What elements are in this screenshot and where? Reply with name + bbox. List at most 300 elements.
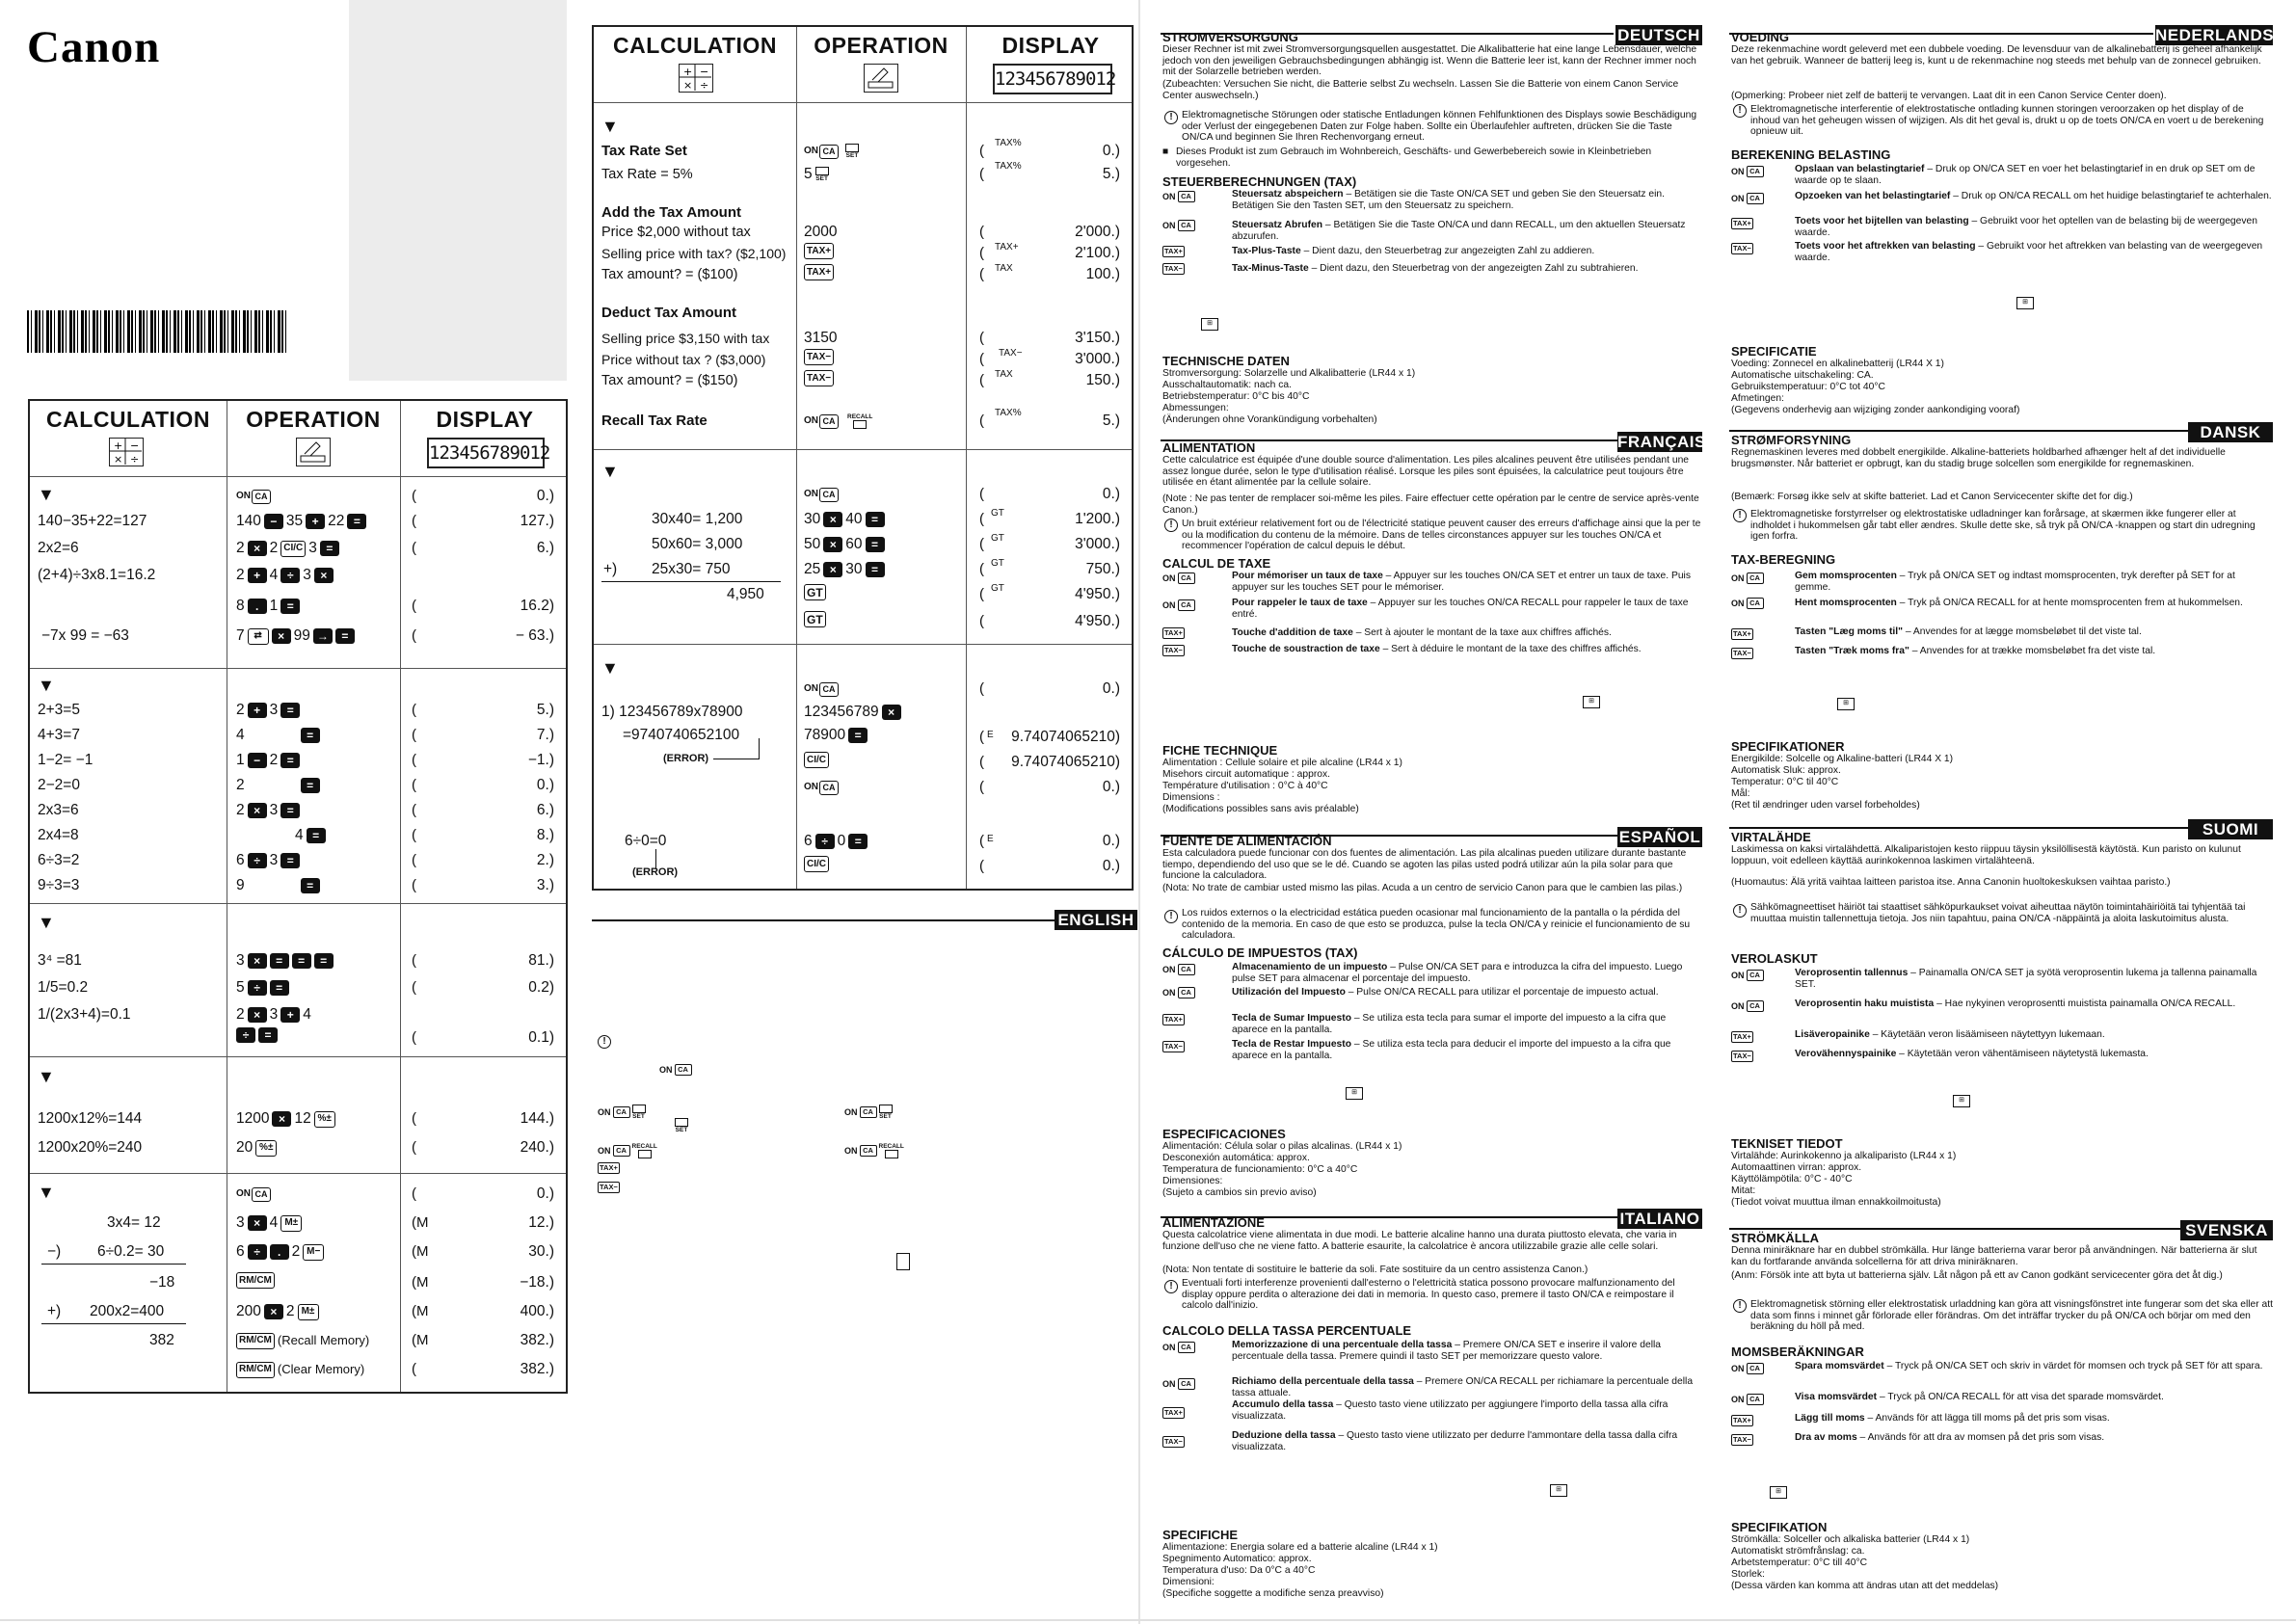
divider <box>30 903 566 904</box>
key-symbol: TAX− <box>1733 244 1751 253</box>
calc-row: Tax amount? = ($100) <box>601 267 738 282</box>
text: ON <box>1162 988 1176 998</box>
display-value: 9.74074065210) <box>1011 729 1120 745</box>
text: 50 <box>804 536 821 552</box>
text: ON <box>844 1107 858 1117</box>
text: – Appuyer sur les touches ON/CA RECALL pour rappeler le taux de taxe entré. <box>1232 598 1689 620</box>
operation-row <box>236 1301 319 1322</box>
text: ON <box>1162 1379 1176 1389</box>
text: 2 <box>285 1303 295 1319</box>
display-indicator: GT <box>991 533 1004 544</box>
text: −) <box>47 1243 62 1260</box>
section-marker: ▼ <box>38 1067 55 1086</box>
key-symbol: = <box>848 834 868 849</box>
nl-heading-power: VOEDING <box>1731 30 1789 44</box>
text: ON <box>598 1107 611 1117</box>
key-symbol: M− <box>303 1244 324 1261</box>
key-label <box>1162 572 1195 584</box>
text <box>804 484 839 505</box>
text <box>236 1184 271 1205</box>
text <box>845 144 859 159</box>
warning-icon: ! <box>1164 519 1178 532</box>
text: – Tryck på ON/CA RECALL för att visa det sparade momsvärdet. <box>1877 1392 2164 1402</box>
body-text: (Anm: Försök inte att byta ut batterierna själv. Låt någon på ett av Canon godkänt servicecenter göra det åt dig.) <box>1731 1270 2223 1281</box>
key-symbol: = <box>280 853 300 868</box>
text: Spara momsvärdet <box>1795 1361 1884 1371</box>
divider <box>796 27 797 889</box>
display-value: 127.) <box>520 513 554 529</box>
operation-row <box>236 1027 278 1043</box>
text: – Tryck på ON/CA SET och skriv in värdet för momsen och tryck på SET för att spara. <box>1883 1361 2263 1371</box>
operation-row <box>236 1184 271 1205</box>
operation-hand-icon <box>296 438 331 466</box>
display-value: 2.) <box>536 852 554 868</box>
text <box>804 777 839 798</box>
body-text: Mål: <box>1731 788 1750 799</box>
text: 2 <box>236 777 245 793</box>
text: Toets voor het aftrekken van belasting <box>1795 241 1976 252</box>
text: 3 <box>269 852 279 868</box>
key-symbol: → <box>313 628 333 644</box>
key-symbol: = <box>280 599 300 614</box>
display-paren: ( <box>979 166 984 182</box>
body-text <box>1232 1340 1702 1362</box>
key-symbol: = <box>280 703 300 718</box>
display-indicator: GT <box>991 558 1004 569</box>
display-value: 0.) <box>1102 779 1120 795</box>
display-paren: ( <box>412 540 416 556</box>
text: 6 <box>236 1243 245 1260</box>
it-heading-tax: CALCOLO DELLA TASSA PERCENTUALE <box>1162 1323 1412 1338</box>
text: 4 <box>303 1006 311 1023</box>
body-text: (Huomautus: Älä yritä vaihtaa laitteen paristoa itse. Anna Canonin huoltokeskuksen vaihtaa paristo.) <box>1731 877 2171 888</box>
body-text: Automatisk Sluk: approx. <box>1731 765 1841 776</box>
text: Tecla de Sumar Impuesto <box>1232 1013 1351 1024</box>
text: 3 <box>308 540 317 556</box>
calc-row: (2+4)÷3x8.1=16.2 <box>38 567 156 583</box>
key-label <box>1162 627 1185 639</box>
text <box>638 1150 652 1158</box>
text: Tax-Plus-Taste <box>1232 246 1301 256</box>
body-text: Afmetingen: <box>1731 393 1784 404</box>
ci-symbol <box>896 1253 910 1270</box>
key-symbol: TAX+ <box>804 264 834 280</box>
text: – Premere ON/CA RECALL per richiamare la percentuale della tassa attuale. <box>1232 1376 1694 1398</box>
recall-memory-note: (Recall Memory) <box>277 1333 370 1347</box>
text: – Dient dazu, den Steuerbetrag von der angezeigten Zahl zu subtrahieren. <box>1308 263 1639 274</box>
body-text: Temperatura d'uso: Da 0°C a 40°C <box>1162 1565 1316 1576</box>
key-symbol: CA <box>1178 191 1195 202</box>
key-symbol: ÷ <box>280 568 300 583</box>
icon-graphic <box>865 65 896 91</box>
body-text <box>1232 1376 1702 1398</box>
key-symbol: CA <box>1178 987 1195 998</box>
display-paren: ( <box>979 245 984 261</box>
display-value: 12.) <box>528 1214 554 1231</box>
display-paren: ( <box>412 1139 416 1156</box>
key-symbol: TAX+ <box>804 243 834 259</box>
key-symbol: = <box>258 1027 278 1043</box>
display-value: 6.) <box>536 802 554 818</box>
body-text: Température d'utilisation : 0°C à 40°C <box>1162 781 1328 791</box>
key-label <box>1731 628 1753 640</box>
text: Utilización del Impuesto <box>1232 987 1346 998</box>
text: 30 <box>804 511 821 527</box>
body-text: (Dessa värden kan komma att ändras utan att det meddelas) <box>1731 1581 1999 1591</box>
display-value: −18.) <box>520 1274 554 1291</box>
display-paren: ( <box>979 536 984 552</box>
nl-heading-spec: SPECIFICATIE <box>1731 344 1817 359</box>
key-symbol: + <box>306 514 325 529</box>
operation-row <box>236 700 300 721</box>
display-value: 2'000.) <box>1075 224 1120 240</box>
display-paren: (M <box>412 1303 429 1319</box>
text: 200 <box>236 1303 261 1319</box>
text: – Premere ON/CA SET e inserire il valore della percentuale della tassa. Premere quindi il tasto SET per memorizzare questo valore. <box>1232 1340 1662 1362</box>
body-text <box>1232 1013 1702 1035</box>
key-label <box>1731 598 1764 609</box>
calc-row: 200x2=400 <box>90 1303 165 1319</box>
text <box>879 1105 893 1120</box>
text: Richiamo della percentuale della tassa <box>1232 1376 1414 1387</box>
body-text: Betriebstemperatur: 0°C bis 40°C <box>1162 391 1310 402</box>
text: 2 <box>236 702 245 718</box>
text: – Gebruikt voor het optellen van de belasting bij de weergegeven waarde. <box>1795 216 2257 238</box>
display-value: 750.) <box>1085 561 1120 577</box>
body-text: Sähkömagneettiset häiriöt tai staattiset sähköpurkaukset voivat aiheuttaa näytön toimintahäiriöitä tai tyhjentää tai muuttaa muistin tallennettuja tietoja. Jos niin tapahtuu, paina ON/CA -näppäintä ja aloita laskutoimitus alusta. <box>1750 902 2246 924</box>
key-symbol: × <box>264 1304 283 1319</box>
divider <box>1729 33 2153 35</box>
body-text <box>1232 263 1702 275</box>
fold-line <box>1138 0 1140 1624</box>
key-symbol: . <box>270 1244 289 1260</box>
error-label: (ERROR) <box>663 753 709 764</box>
fr-heading-spec: FICHE TECHNIQUE <box>1162 743 1278 758</box>
key-symbol: = <box>280 803 300 818</box>
key-symbol: ÷ <box>248 980 267 996</box>
text: – Druk op ON/CA RECALL om het huidige belastingtarief te achterhalen. <box>1950 191 2272 201</box>
display-value: 9.74074065210) <box>1011 754 1120 770</box>
text: 30 <box>845 561 863 577</box>
text: – Se utiliza esta tecla para deducir el importe del impuesto a la cifra que aparece en la pantalla. <box>1232 1039 1671 1061</box>
text: ON <box>1162 573 1176 583</box>
display-value: 30.) <box>528 1243 554 1260</box>
section-marker: ▼ <box>38 676 55 695</box>
key-label <box>1162 1407 1185 1419</box>
calc-row: −18 <box>149 1274 175 1291</box>
body-text: Gebruikstemperatuur: 0°C tot 40°C <box>1731 382 1885 392</box>
body-text: Deze rekenmachine wordt geleverd met een dubbele voeding. De levensduur van de alkalinebatterij is geheel afhankelijk van het gebruik. Wanneer de batterij leeg is, kunt u de rekenmachine nog steeds met behulp van de zonnecel gebruiken. <box>1731 44 2262 67</box>
body-text: Esta calculadora puede funcionar con dos fuentes de alimentación. Las pila alcalinas pueden utilizare durante bastante tiempo, dependiendo del uso que se le dé. Cuando se agoten las pilas usted podrá utilizar aún la pila solar para que funcione la calculadora. <box>1162 848 1687 882</box>
body-text: Laskimessa on kaksi virtalähdettä. Alkaliparistojen kesto riippuu täysin yksilöllisestä käytöstä. Kun paristo on kulunut loppuun, voit edelleen käyttää aurinkokennoa laskimen virtalähteenä. <box>1731 844 2241 866</box>
body-text: Spegnimento Automatico: approx. <box>1162 1554 1312 1564</box>
display-indicator: GT <box>991 508 1004 519</box>
key-symbol: CA <box>860 1106 877 1118</box>
icon-graphic: + <box>114 439 123 452</box>
display-paren: (M <box>412 1332 429 1348</box>
text: ON <box>236 1188 251 1199</box>
text: 2 <box>269 752 279 768</box>
divider <box>592 919 1055 921</box>
key-symbol: + <box>280 1007 300 1023</box>
text: 6 <box>236 852 245 868</box>
operation-row <box>236 596 300 617</box>
operation-row <box>236 1330 369 1351</box>
key-symbol: TAX− <box>1164 1437 1183 1446</box>
text: 2 <box>236 567 245 583</box>
display-paren: ( <box>979 266 984 282</box>
display-value: 150.) <box>1085 372 1120 388</box>
dansk-banner: DANSK <box>2188 422 2273 442</box>
calculator-symbol-icon: ⊞ <box>1550 1484 1567 1497</box>
key-symbol: TAX+ <box>1164 1015 1183 1024</box>
text <box>675 1118 688 1127</box>
text: – Används för att dra av momsen på det pris som visas. <box>1856 1432 2105 1443</box>
text: 35 <box>285 513 304 529</box>
operation-row <box>804 509 885 530</box>
key-symbol: CI/C <box>804 752 829 768</box>
key-symbol: = <box>292 953 311 969</box>
key-symbol: RM/CM <box>236 1362 275 1378</box>
body-text <box>1795 241 2273 263</box>
text: +) <box>603 561 618 577</box>
key-symbol: CA <box>1747 1000 1764 1012</box>
display-paren: ( <box>412 727 416 743</box>
body-text: Automatiskt strömfrånslag: ca. <box>1731 1546 1865 1557</box>
body-text <box>1795 998 2273 1010</box>
text <box>804 141 839 162</box>
espanol-banner: ESPAÑOL <box>1618 828 1701 846</box>
text: 4 <box>269 1214 279 1231</box>
fr-heading-power: ALIMENTATION <box>1162 440 1256 455</box>
key-symbol: = <box>335 628 355 644</box>
text: 3 <box>269 802 279 818</box>
body-text: Elektromagnetiske forstyrrelser og elektrostatiske udladninger kan forårsage, at skærmen ikke fungerer eller at indholdet i hukommelsen går tabt eller ændres. Skulle dette ske, så tryk på ON/CA -knappen og start din udregning igen forfra. <box>1750 509 2256 543</box>
text: Lisäveropainike <box>1795 1029 1870 1040</box>
body-text: Voeding: Zonnecel en alkalinebatterij (LR44 X 1) <box>1731 359 1944 369</box>
text: Veroprosentin haku muistista <box>1795 998 1935 1009</box>
body-text: Cette calculatrice est équipée d'une double source d'alimentation. Les piles alcalines peuvent être utilisées pendant une assez longue durée, selon le type d'utilisation réalisé. Lorsque les piles sont épuisées, la calculatrice peut toujours être utilisée en étant alimentée par la cellule solaire. <box>1162 455 1690 489</box>
key-symbol: CA <box>613 1145 630 1157</box>
operation-row <box>804 752 829 768</box>
text: SET <box>815 175 828 182</box>
text: – Anvendes for at trække momsbeløbet fra det viste tal. <box>1909 646 2156 656</box>
text: 1 <box>236 752 245 768</box>
key-label <box>1731 1363 1764 1374</box>
body-text: Strömkälla: Solceller och alkaliska batterier (LR44 x 1) <box>1731 1534 1970 1545</box>
text: 3150 <box>804 330 838 346</box>
header-operation: OPERATION <box>246 407 381 432</box>
key-symbol: CI/C <box>280 541 306 557</box>
body-text <box>1795 164 2273 186</box>
calculator-symbol-icon: ⊞ <box>1201 318 1218 331</box>
francais-banner: FRANÇAIS <box>1617 433 1706 451</box>
display-value: 400.) <box>520 1303 554 1319</box>
text: ON <box>804 489 818 499</box>
text: – Druk op ON/CA SET en voer het belastingtarief in en druk op SET om de waarde op te slaan. <box>1795 164 2256 186</box>
display-value: 0.2) <box>528 979 554 996</box>
body-text <box>1232 598 1702 620</box>
calc-row: 382 <box>149 1332 174 1348</box>
display-value: 0.) <box>536 777 554 793</box>
error-label: (ERROR) <box>632 866 679 878</box>
display-paren: ( <box>412 1029 416 1046</box>
body-text: Denna miniräknare har en dubbel strömkälla. Hur länge batterierna varar beror på användningen. När batterierna är slut kan du fortfarande använda solcellerna för att driva miniräknaren. <box>1731 1245 2257 1267</box>
text <box>847 413 872 429</box>
divider <box>30 1173 566 1174</box>
text: Lägg till moms <box>1795 1413 1865 1424</box>
body-text <box>1232 962 1702 984</box>
body-text: Desconexión automática: approx. <box>1162 1153 1310 1163</box>
display-value: 2'100.) <box>1075 245 1120 261</box>
text: 2 <box>236 540 245 556</box>
text: 99 <box>293 627 310 644</box>
text: 7 <box>236 627 245 644</box>
text: 78900 <box>804 727 846 743</box>
section-marker: ▼ <box>601 462 619 481</box>
calc-row: 140−35+22=127 <box>38 513 147 529</box>
key-symbol: TAX+ <box>600 1163 618 1172</box>
sv-heading-spec: SPECIFIKATION <box>1731 1520 1828 1534</box>
calc-row: 50x60= 3,000 <box>652 536 743 552</box>
key-label <box>1162 964 1195 975</box>
key-symbol: TAX+ <box>1733 629 1751 638</box>
calculator-icon <box>109 438 144 466</box>
key-symbol: CA <box>1178 1342 1195 1353</box>
display-value: 5.) <box>1102 413 1120 429</box>
text: – Pulse ON/CA RECALL para utilizar el porcentaje de impuesto actual. <box>1345 987 1659 998</box>
key-symbol: = <box>848 728 868 743</box>
icon-graphic: − <box>130 439 140 452</box>
da-heading-spec: SPECIFIKATIONER <box>1731 739 1845 754</box>
header-operation: OPERATION <box>814 33 948 58</box>
body-text <box>1232 1039 1702 1061</box>
text <box>41 1323 186 1324</box>
display-value: 7.) <box>536 727 554 743</box>
body-text: (Ret til ændringer uden varsel forbeholdes) <box>1731 800 1920 811</box>
text: SET <box>632 1113 645 1120</box>
body-text: (Note : Ne pas tenter de remplacer soi-même les piles. Faire effectuer cette opération par le centre de service après-vente Canon.) <box>1162 493 1699 516</box>
key-symbol: × <box>248 1007 267 1023</box>
body-text: Los ruidos externos o la electricidad estática pueden ocasionar mal funcionamiento de la pantalla o la pérdida del contenido de la memoria. En caso de que esto se produzca, pulse la tecla ON/CA y reinicie el funcionamiento de su calculadora. <box>1182 908 1691 942</box>
icon-graphic <box>301 456 325 462</box>
text: 9 <box>236 877 245 893</box>
warning-icon: ! <box>1164 1280 1178 1293</box>
display-indicator: E <box>987 730 994 740</box>
fr-heading-tax: CALCUL DE TAXE <box>1162 556 1271 571</box>
text: 2 <box>236 802 245 818</box>
text: Tasten "Træk moms fra" <box>1795 646 1909 656</box>
body-text <box>1232 627 1702 639</box>
text: ON <box>804 683 818 694</box>
display-paren: ( <box>412 702 416 718</box>
calculator-symbol-icon: ⊞ <box>2016 297 2034 309</box>
text: Touche d'addition de taxe <box>1232 627 1353 638</box>
key-symbol: TAX− <box>1164 1042 1183 1051</box>
icon-graphic: + <box>683 66 693 78</box>
text <box>815 167 829 182</box>
header-calculation: CALCULATION <box>613 33 777 58</box>
key-symbol: M± <box>280 1215 302 1232</box>
key-symbol: ÷ <box>236 1027 255 1043</box>
text: 6 <box>804 833 813 849</box>
key-symbol: − <box>248 753 267 768</box>
text: 25 <box>804 561 821 577</box>
display-paren: ( <box>979 754 984 770</box>
body-text: (Nota: No trate de cambiar usted mismo las pilas. Acuda a un centro de servicio Canon para que le cambien las pilas.) <box>1162 883 1683 893</box>
display-indicator: TAX <box>995 263 1013 274</box>
key-label <box>1162 599 1195 611</box>
key-symbol: TAX− <box>804 349 834 365</box>
display-paren: ( <box>412 979 416 996</box>
text: RECALL <box>847 413 873 420</box>
operation-row <box>804 164 829 185</box>
key-symbol: TAX+ <box>1733 1416 1751 1424</box>
calc-row: 3⁴ =81 <box>38 952 82 969</box>
display-paren: ( <box>979 858 984 874</box>
operation-row <box>236 1212 302 1234</box>
display-value: 16.2) <box>520 598 554 614</box>
operation-row <box>236 977 289 998</box>
key-symbol: CA <box>1178 220 1195 231</box>
body-text: Energikilde: Solcelle og Alkaline-batteri (LR44 X 1) <box>1731 754 1954 764</box>
nederlands-banner: NEDERLANDS <box>2155 26 2275 44</box>
text: – Se utiliza esta tecla para sumar el importe del impuesto a la cifra que aparece en la pantalla. <box>1232 1013 1667 1035</box>
body-text: Regnemaskinen leveres med dobbelt energikilde. Alkaline-batteriets holdbarhed afhænger helt af det individuelle brugsmønster. Når batteriet er opbrugt, kan du stadig bruge solcellen som energikilde for regnemaskinen. <box>1731 447 2226 469</box>
display-value: 0.) <box>1102 833 1120 849</box>
on-ca-key[interactable] <box>236 486 271 507</box>
text: ON <box>1162 192 1176 201</box>
operation-row <box>236 565 334 586</box>
key-label <box>1162 645 1185 656</box>
display-paren: ( <box>412 1185 416 1202</box>
text <box>804 411 839 432</box>
text: 5 <box>804 166 813 182</box>
da-heading-tax: TAX-BEREGNING <box>1731 552 1836 567</box>
operation-row <box>236 486 271 507</box>
add-tax-heading: Add the Tax Amount <box>601 204 741 221</box>
display-paren: ( <box>412 852 416 868</box>
display-indicator: TAX% <box>995 408 1022 418</box>
text: 3 <box>303 567 311 583</box>
text <box>879 1105 893 1113</box>
display-value: 6.) <box>536 540 554 556</box>
calc-row: 6÷0.2= 30 <box>97 1243 165 1260</box>
operation-row <box>804 370 834 386</box>
key-label <box>1162 246 1185 257</box>
body-text: Temperatur: 0°C til 40°C <box>1731 777 1839 787</box>
body-text <box>1795 1361 2273 1372</box>
display-indicator: TAX% <box>995 138 1022 148</box>
key-symbol: × <box>823 562 842 577</box>
display-value: 0.) <box>536 488 554 504</box>
calculator-symbol-icon: ⊞ <box>1346 1087 1363 1100</box>
text: – Käytetään veron vähentämiseen näytetystä lukemasta. <box>1896 1049 2149 1059</box>
display-value: 0.) <box>1102 143 1120 159</box>
text: 1 <box>269 598 279 614</box>
text: – Tryk på ON/CA RECALL for at hente momsprocenten frem at hukommelsen. <box>1896 598 2243 608</box>
body-text: Käyttölämpötila: 0°C - 40°C <box>1731 1174 1853 1185</box>
display-indicator: TAX− <box>999 348 1023 359</box>
text <box>759 738 760 759</box>
display-paren: ( <box>979 613 984 629</box>
calc-row: −7x 99 = −63 <box>41 627 129 644</box>
key-label <box>1731 572 1764 584</box>
operation-row <box>236 1359 364 1380</box>
sv-heading-power: STRÖMKÄLLA <box>1731 1231 1819 1245</box>
divider <box>966 27 967 889</box>
warning-icon: ! <box>1733 904 1747 918</box>
